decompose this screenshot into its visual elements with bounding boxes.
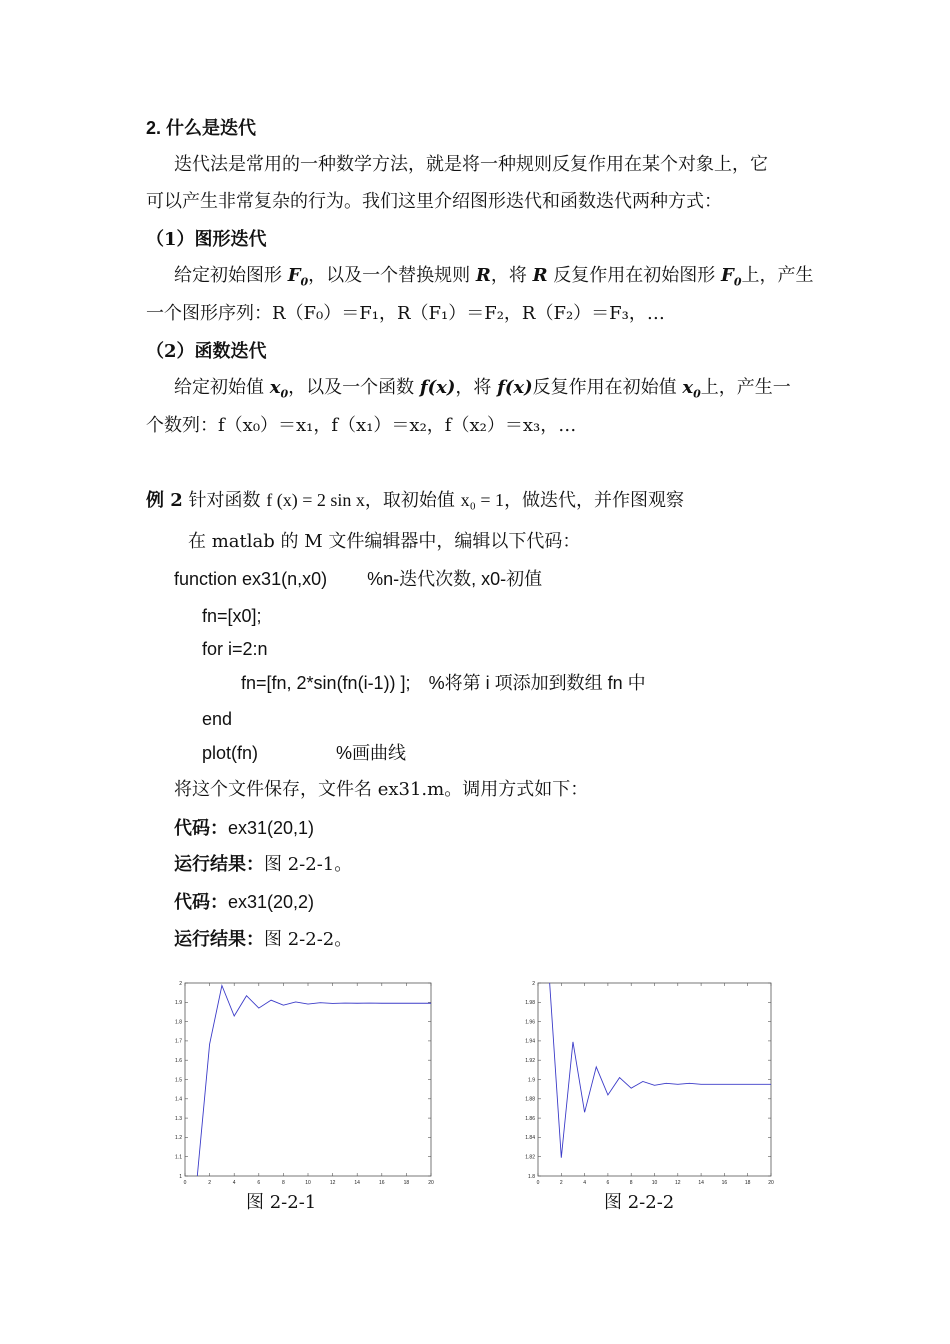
series-line bbox=[197, 986, 431, 1176]
y-tick-label: 1.9 bbox=[175, 1000, 182, 1007]
result-1: 运行结果：图 2-2-1。 bbox=[174, 854, 353, 875]
x-tick-label: 4 bbox=[232, 1180, 236, 1186]
x-tick-label: 0 bbox=[183, 1180, 187, 1186]
y-tick-label: 1.2 bbox=[175, 1135, 182, 1142]
y-tick-label: 1.96 bbox=[525, 1019, 535, 1026]
y-tick-label: 1.7 bbox=[175, 1038, 182, 1045]
x-tick-label: 12 bbox=[675, 1180, 681, 1186]
intro-line-2: 可以产生非常复杂的行为。我们这里介绍图形迭代和函数迭代两种方式： bbox=[146, 191, 722, 212]
series-line bbox=[550, 983, 771, 1158]
x-tick-label: 10 bbox=[651, 1180, 658, 1186]
figure-2-caption: 图 2-2-2 bbox=[604, 1192, 675, 1213]
section-heading: 2. 什么是迭代 bbox=[146, 118, 257, 138]
x-tick-label: 16 bbox=[721, 1180, 728, 1186]
sub1-paragraph-line-1: 给定初始图形 $F_0$，以及一个替换规则 R，将 R 反复作用在初始图形 $F_0$上，产生 bbox=[174, 265, 814, 289]
y-tick-label: 1 bbox=[179, 1173, 182, 1180]
example-initial-value: x₀ = 1 bbox=[460, 490, 505, 510]
x-tick-label: 2 bbox=[208, 1180, 211, 1186]
x-tick-label: 6 bbox=[606, 1180, 610, 1186]
x-tick-label: 18 bbox=[744, 1180, 751, 1186]
result-2: 运行结果：图 2-2-2。 bbox=[174, 929, 353, 950]
example-formula: f (x) = 2 sin x bbox=[266, 490, 365, 510]
x-tick-label: 14 bbox=[354, 1180, 360, 1186]
y-tick-label: 1.9 bbox=[528, 1077, 535, 1084]
figure-2-2-2-chart bbox=[508, 975, 788, 1190]
plot-frame bbox=[538, 983, 771, 1176]
x-tick-label: 20 bbox=[768, 1180, 774, 1186]
x-tick-label: 10 bbox=[305, 1180, 311, 1186]
sub1-paragraph-line-2: 一个图形序列：R（F₀）＝F₁，R（F₁）＝F₂，R（F₂）＝F₃，… bbox=[146, 303, 665, 324]
y-tick-label: 1.4 bbox=[175, 1096, 182, 1103]
code-line-5: end bbox=[202, 709, 233, 729]
y-tick-label: 1.98 bbox=[525, 1000, 535, 1007]
save-instruction: 将这个文件保存，文件名 ex31.m。调用方式如下： bbox=[174, 779, 589, 800]
intro-line-1: 迭代法是常用的一种数学方法，就是将一种规则反复作用在某个对象上，它 bbox=[174, 154, 768, 175]
y-tick-label: 2 bbox=[532, 980, 535, 987]
x-tick-label: 16 bbox=[379, 1180, 385, 1186]
x-tick-label: 8 bbox=[282, 1180, 285, 1186]
y-tick-label: 1.8 bbox=[528, 1173, 535, 1180]
sub2-paragraph-line-1: 给定初始值 $x_0$，以及一个函数 f(x)，将 f(x)反复作用在初始值 $x_0$上，产生一 bbox=[174, 377, 791, 401]
y-tick-label: 1.88 bbox=[525, 1096, 535, 1103]
sub2-paragraph-line-2: 个数列：f（x₀）＝x₁，f（x₁）＝x₂，f（x₂）＝x₃，… bbox=[146, 415, 577, 436]
x-tick-label: 8 bbox=[629, 1180, 633, 1186]
y-tick-label: 1.1 bbox=[175, 1154, 182, 1161]
x-tick-label: 20 bbox=[428, 1180, 434, 1186]
x-tick-label: 6 bbox=[257, 1180, 261, 1186]
y-tick-label: 1.86 bbox=[525, 1115, 535, 1122]
y-tick-label: 1.8 bbox=[175, 1019, 182, 1026]
x-tick-label: 2 bbox=[559, 1180, 563, 1186]
example-label: 例 2 bbox=[146, 490, 183, 511]
subsection-2-heading: （2）函数迭代 bbox=[146, 341, 267, 362]
y-tick-label: 1.82 bbox=[525, 1154, 535, 1161]
plot-frame bbox=[185, 983, 431, 1176]
subsection-1-heading: （1）图形迭代 bbox=[146, 229, 267, 250]
y-tick-label: 2 bbox=[179, 980, 182, 987]
x-tick-label: 4 bbox=[583, 1180, 586, 1186]
call-2: 代码：ex31(20,2) bbox=[174, 892, 315, 913]
code-line-4: fn=[fn, 2*sin(fn(i-1)) ]; %将第 i 项添加到数组 fn 中 bbox=[241, 673, 646, 693]
x-tick-label: 12 bbox=[329, 1180, 336, 1186]
x-tick-label: 18 bbox=[403, 1180, 410, 1186]
call-1: 代码：ex31(20,1) bbox=[174, 818, 315, 839]
y-tick-label: 1.92 bbox=[525, 1058, 535, 1064]
x-tick-label: 14 bbox=[698, 1180, 704, 1186]
code-line-6: plot(fn) %画曲线 bbox=[202, 743, 407, 763]
figure-2-2-1-chart bbox=[160, 975, 445, 1190]
y-tick-label: 1.6 bbox=[175, 1058, 182, 1064]
example-line: 例 2 针对函数 f (x) = 2 sin x，取初始值 x₀ = 1，做迭代，并作图观察 bbox=[146, 490, 685, 511]
code-line-1: function ex31(n,x0) %n-迭代次数, x0-初值 bbox=[174, 569, 543, 589]
y-tick-label: 1.3 bbox=[175, 1115, 182, 1122]
figure-1-caption: 图 2-2-1 bbox=[246, 1192, 317, 1213]
editor-instruction: 在 matlab 的 M 文件编辑器中，编辑以下代码： bbox=[188, 531, 581, 552]
code-line-2: fn=[x0]; bbox=[202, 606, 262, 626]
y-tick-label: 1.94 bbox=[525, 1038, 535, 1045]
x-tick-label: 0 bbox=[536, 1180, 540, 1186]
y-tick-label: 1.5 bbox=[175, 1077, 182, 1084]
code-line-3: for i=2:n bbox=[202, 639, 268, 659]
y-tick-label: 1.84 bbox=[525, 1135, 535, 1142]
